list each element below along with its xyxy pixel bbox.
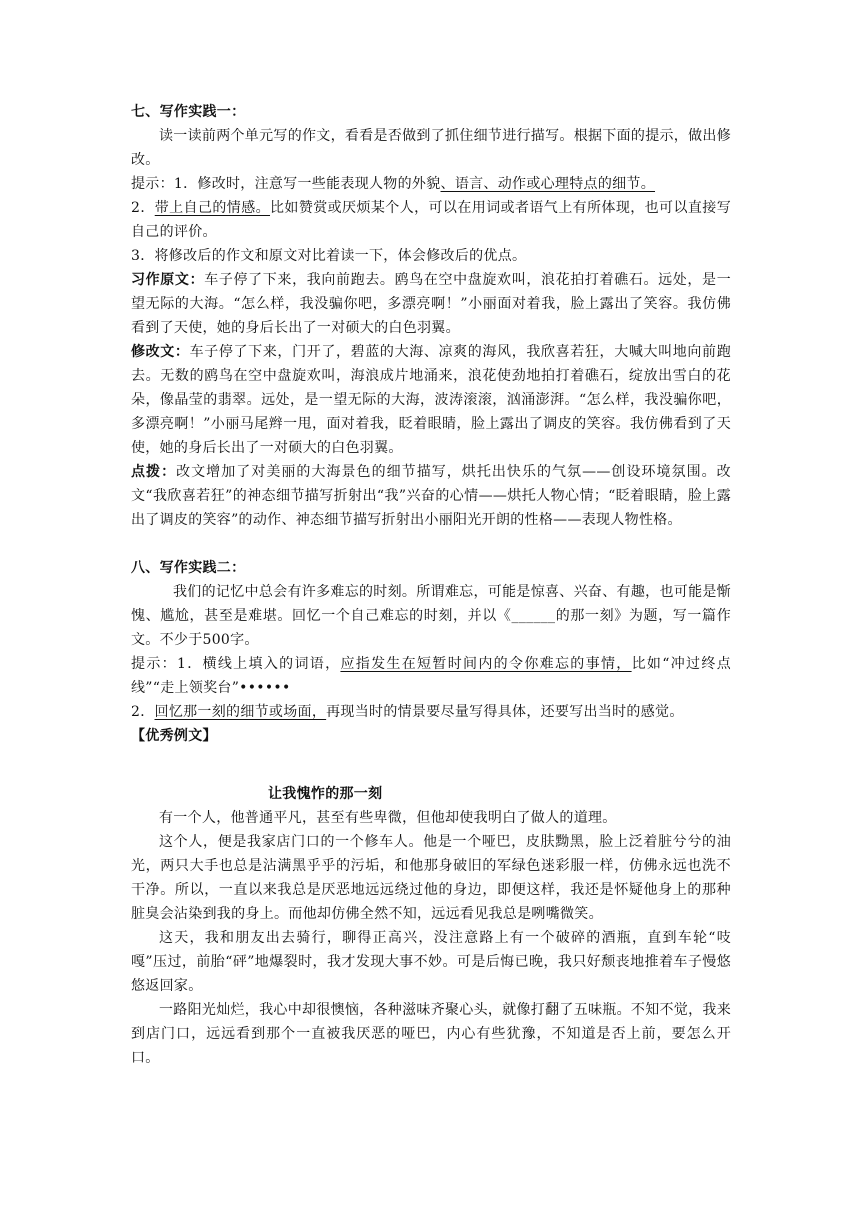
original-draft-paragraph <box>131 268 731 340</box>
section-seven-intro: 读一读前两个单元写的作文，看看是否做到了抓住细节进行描写。根据下面的提示，做出修改。 <box>131 128 731 168</box>
sample-essay-paragraph: 一路阳光灿烂，我心中却很懊恼，各种滋味齐聚心头，就像打翻了五味瓶。不知不觉，我来到店门口，远远看到那个一直被我厌恶的哑巴，内心有些犹豫，不知道是否上前，要怎么开口。 <box>131 1002 731 1066</box>
sample-essay-label: 【优秀例文】 <box>131 728 217 744</box>
tip-number: 2． <box>131 704 155 720</box>
tip-text: 再现当时的情景要尽量写得具体，还要写出当时的感觉。 <box>326 704 684 720</box>
sample-essay-paragraph: 这天，我和朋友出去骑行，聊得正高兴，没注意路上有一个破碎的酒瓶，直到车轮“吱嘎”压过，前胎“砰”地爆裂时，我才发现大事不妙。可是后悔已晚，我只好颓丧地推着车子慢悠悠返回家。 <box>131 930 731 994</box>
original-draft-label: 习作原文： <box>131 272 205 288</box>
tip-text: 提示：1．横线上填入的词语， <box>131 656 341 672</box>
underlined-text: 应指发生在短暂时间内的令你难忘的事情， <box>340 656 632 672</box>
section-eight-intro: 我们的记忆中总会有许多难忘的时刻。所谓难忘，可能是惊喜、兴奋、有趣，也可能是惭愧、尴尬，甚至是难堪。回忆一个自己难忘的时刻，并以《______的那一刻》为题，写一篇作文。不少于500字。 <box>131 584 731 648</box>
original-draft-text: 车子停了下来，我向前跑去。鸥鸟在空中盘旋欢叫，浪花拍打着礁石。远处，是一望无际的大海。“怎么样，我没骗你吧，多漂亮啊！”小丽面对着我，脸上露出了笑容。我仿佛看到了天使，她的身后长出了一对硕大的白色羽翼。 <box>131 272 731 336</box>
tip-text: 提示：1．修改时，注意写一些能表现人物的外貌 <box>131 176 441 192</box>
sample-essay-title: 让我愧怍的那一刻 <box>268 786 383 802</box>
spacer <box>131 532 731 556</box>
section-eight-tip-1 <box>131 652 731 700</box>
sample-essay-paragraph: 有一个人，他普通平凡，甚至有些卑微，但他却使我明白了做人的道理。 <box>159 810 617 826</box>
underlined-text: 、语言、动作或心理特点的细节。 <box>440 176 656 192</box>
comment-text: 改文增加了对美丽的大海景色的细节描写，烘托出快乐的气氛——创设环境氛围。改文“我欣喜若狂”的神态细节描写折射出“我”兴奋的心情——烘托人物心情；“眨着眼睛，脸上露出了调皮的笑容”的动作、神态细节描写折射出小丽阳光开朗的性格——表现人物性格。 <box>131 464 731 528</box>
section-seven-tip-1 <box>131 172 731 196</box>
revised-draft-paragraph <box>131 340 731 460</box>
spacer <box>131 748 731 772</box>
tip-number: 2． <box>131 200 155 216</box>
underlined-text: 回忆那一刻的细节或场面， <box>154 704 327 720</box>
section-eight-tip-2 <box>131 700 731 724</box>
comment-paragraph <box>131 460 731 532</box>
section-seven-heading: 七、写作实践一： <box>131 104 246 120</box>
section-seven-tip-2 <box>131 196 731 244</box>
underlined-text: 带上自己的情感。 <box>154 200 271 216</box>
tip-text: 比如“冲过终点线”“走上领奖台”•••••• <box>131 656 731 696</box>
document-page <box>131 100 731 1070</box>
comment-label: 点拨： <box>131 464 177 480</box>
section-eight-heading: 八、写作实践二： <box>131 560 246 576</box>
revised-draft-text: 车子停了下来，门开了，碧蓝的大海、凉爽的海风，我欣喜若狂，大喊大叫地向前跑去。无数的鸥鸟在空中盘旋欢叫，海浪成片地涌来，浪花使劲地拍打着礁石，绽放出雪白的花朵，像晶莹的翡翠。远处，是一望无际的大海，波涛滚滚，汹涌澎湃。“怎么样，我没骗你吧，多漂亮啊！”小丽马尾辫一甩，面对着我，眨着眼睛，脸上露出了调皮的笑容。我仿佛看到了天使，她的身后长出了一对硕大的白色羽翼。 <box>131 344 731 456</box>
revised-draft-label: 修改文： <box>131 344 190 360</box>
section-seven-tip-3: 3．将修改后的作文和原文对比着读一下，体会修改后的优点。 <box>131 248 527 264</box>
tip-text: 比如赞赏或厌烦某个人，可以在用词或者语气上有所体现，也可以直接写自己的评价。 <box>131 200 731 240</box>
sample-essay-paragraph: 这个人，便是我家店门口的一个修车人。他是一个哑巴，皮肤黝黑，脸上泛着脏兮兮的油光，两只大手也总是沾满黑乎乎的污垢，和他那身破旧的军绿色迷彩服一样，仿佛永远也洗不干净。所以，一直以来我总是厌恶地远远绕过他的身边，即便这样，我还是怀疑他身上的那种脏臭会沾染到我的身上。而他却仿佛全然不知，远远看见我总是咧嘴微笑。 <box>131 834 731 922</box>
